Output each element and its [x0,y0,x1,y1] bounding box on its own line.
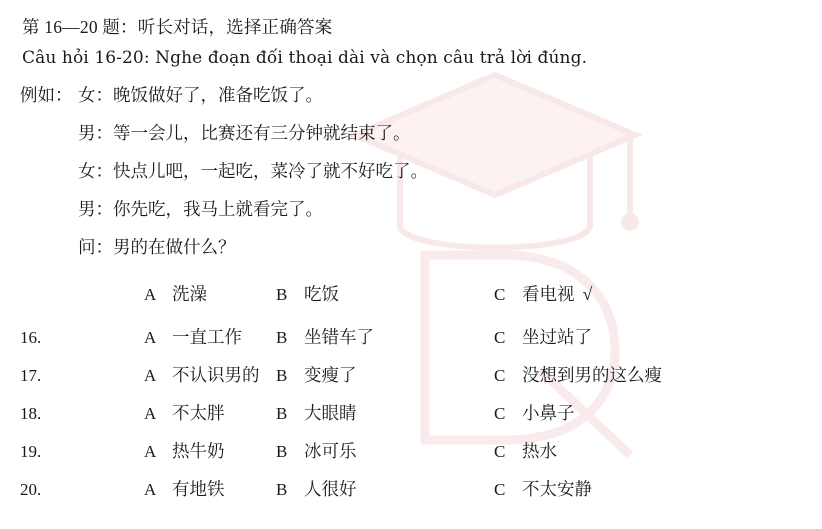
q20-option-a[interactable] [60,476,276,501]
q19-option-c-text: 热水 [522,441,557,461]
example-speaker-tag-0: 女： [78,85,113,105]
example-question-text: 男的在做什么？ [113,237,236,257]
q19-option-a-letter: A [144,442,157,461]
q20-option-c[interactable] [494,476,754,501]
question-row [16,400,804,425]
q19-option-a-text: 热牛奶 [172,441,225,461]
example-option-c-letter: C [494,285,506,304]
q16-option-a-text: 一直工作 [172,327,242,347]
q19-option-b-letter: B [276,442,288,461]
example-speaker-text-2: 快点儿吧，一起吃，菜冷了就不好吃了。 [113,161,428,181]
example-speaker-text-0: 晚饭做好了，准备吃饭了。 [113,85,323,105]
example-choice-row [16,281,804,306]
q20-option-b-text: 人很好 [304,479,357,499]
example-option-a-letter: A [144,285,157,304]
question-number-18: 18. [20,404,42,423]
q20-option-c-text: 不太安静 [522,479,592,499]
q19-option-b[interactable] [276,438,494,463]
example-line [16,196,804,221]
q20-option-b[interactable] [276,476,494,501]
question-number-17: 17. [20,366,42,385]
q18-option-a-text: 不太胖 [172,403,225,423]
example-option-b[interactable] [276,281,494,306]
example-option-c-text: 看电视 [522,284,575,304]
q17-option-b-letter: B [276,366,288,385]
example-speaker-2 [78,158,428,183]
q16-option-b[interactable] [276,324,494,349]
example-line [16,158,804,183]
example-option-a[interactable] [60,281,276,306]
q20-option-a-letter: A [144,480,157,499]
question-number-16: 16. [20,328,42,347]
example-label: 例如： [20,85,73,105]
example-question-tag: 问： [78,237,113,257]
question-row [16,362,804,387]
question-number-20: 20. [20,480,42,499]
q18-option-a[interactable] [60,400,276,425]
answer-check-icon: √ [582,284,593,304]
example-line [16,234,804,259]
q16-option-c-text: 坐过站了 [522,327,592,347]
q18-option-c-text: 小鼻子 [522,403,575,423]
q16-option-b-text: 坐错车了 [304,327,374,347]
example-speaker-3 [78,196,323,221]
question-list [16,324,804,501]
q17-option-a-text: 不认识男的 [172,365,260,385]
q17-option-c-text: 没想到男的这么瘦 [522,365,662,385]
example-speaker-text-1: 等一会儿，比赛还有三分钟就结束了。 [113,123,411,143]
section-heading-vietnamese: Câu hỏi 16-20: Nghe đoạn đối thoại dài và chọn câu trả lời đúng. [22,48,588,68]
q17-option-c-letter: C [494,366,506,385]
q18-option-c-letter: C [494,404,506,423]
example-line [16,82,804,107]
question-number-19: 19. [20,442,42,461]
q16-option-c[interactable] [494,324,754,349]
question-row [16,476,804,501]
example-option-a-text: 洗澡 [172,284,207,304]
q19-option-c[interactable] [494,438,754,463]
q17-option-c[interactable] [494,362,754,387]
q17-option-b-text: 变瘦了 [304,365,357,385]
q20-option-a-text: 有地铁 [172,479,225,499]
example-speaker-tag-3: 男： [78,199,113,219]
q16-option-a[interactable] [60,324,276,349]
q18-option-a-letter: A [144,404,157,423]
example-speaker-text-3: 你先吃，我马上就看完了。 [113,199,323,219]
example-speaker-1 [78,120,411,145]
example-option-b-text: 吃饭 [304,284,339,304]
q18-option-b-letter: B [276,404,288,423]
example-option-b-letter: B [276,285,288,304]
example-question [78,234,236,259]
example-option-c[interactable] [494,281,754,306]
example-block [16,82,804,306]
question-row [16,438,804,463]
q16-option-c-letter: C [494,328,506,347]
q19-option-c-letter: C [494,442,506,461]
q20-option-c-letter: C [494,480,506,499]
question-row [16,324,804,349]
q16-option-b-letter: B [276,328,288,347]
q19-option-a[interactable] [60,438,276,463]
example-speaker-tag-2: 女： [78,161,113,181]
example-line [16,120,804,145]
example-speaker-0 [78,82,323,107]
q16-option-a-letter: A [144,328,157,347]
example-speaker-tag-1: 男： [78,123,113,143]
q18-option-b[interactable] [276,400,494,425]
q18-option-c[interactable] [494,400,754,425]
section-heading-chinese: 第 16—20 题：听长对话，选择正确答案 [22,17,333,37]
q17-option-a[interactable] [60,362,276,387]
q18-option-b-text: 大眼睛 [304,403,357,423]
q17-option-a-letter: A [144,366,157,385]
q19-option-b-text: 冰可乐 [304,441,357,461]
q20-option-b-letter: B [276,480,288,499]
q17-option-b[interactable] [276,362,494,387]
